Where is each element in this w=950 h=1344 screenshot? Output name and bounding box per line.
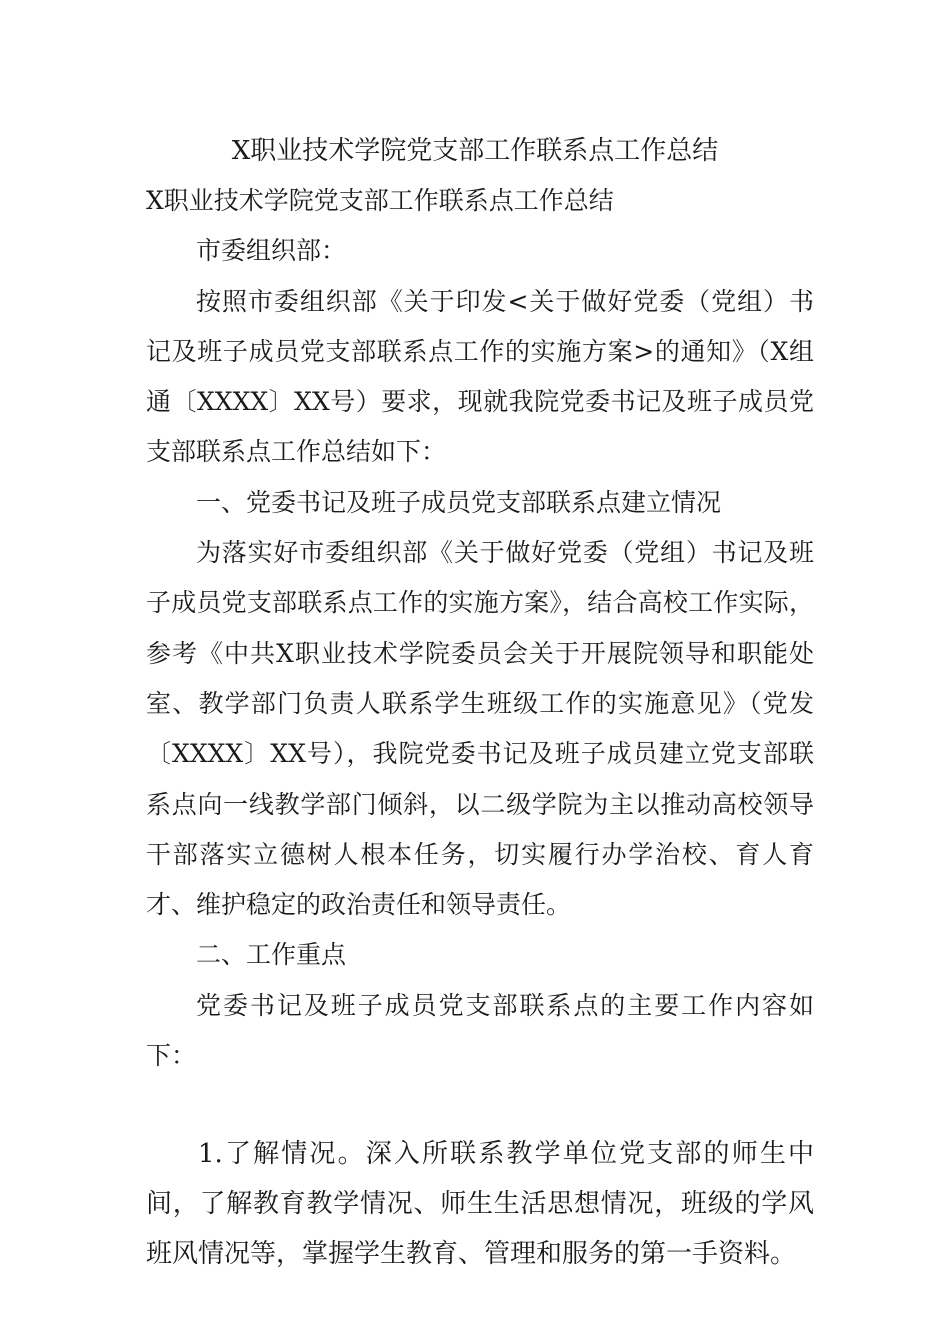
document-title: X职业技术学院党支部工作联系点工作总结 — [231, 136, 719, 166]
document-body — [146, 176, 814, 1279]
document-subtitle: X职业技术学院党支部工作联系点工作总结 — [146, 186, 614, 215]
section-1-paragraph: 为落实好市委组织部《关于做好党委（党组）书记及班子成员党支部联系点工作的实施方案》，结合高校工作实际，参考《中共X职业技术学院委员会关于开展院领导和职能处室、教学部门负责人联系学生班级工作的实施意见》（党发〔XXXX〕XX号），我院党委书记及班子成员建立党支部联系点向一线教学部门倾斜，以二级学院为主以推动高校领导干部落实立德树人根本任务，切实履行办学治校、育人育才、维护稳定的政治责任和领导责任。 — [146, 538, 814, 920]
section-1-heading: 一、党委书记及班子成员党支部联系点建立情况 — [196, 487, 722, 517]
paragraph-spacer — [146, 1081, 814, 1129]
intro-paragraph: 按照市委组织部《关于印发<关于做好党委（党组）书记及班子成员党支部联系点工作的实施方案>的通知》（X组通〔XXXX〕XX号）要求，现就我院党委书记及班子成员党支部联系点工作总结如下： — [146, 286, 814, 467]
section-2-heading: 二、工作重点 — [196, 940, 347, 970]
section-2-intro: 党委书记及班子成员党支部联系点的主要工作内容如下： — [146, 990, 814, 1071]
list-item-1: 1.了解情况。深入所联系教学单位党支部的师生中间，了解教育教学情况、师生生活思想情况，班级的学风班风情况等，掌握学生教育、管理和服务的第一手资料。 — [146, 1139, 814, 1270]
salutation: 市委组织部： — [196, 236, 347, 266]
